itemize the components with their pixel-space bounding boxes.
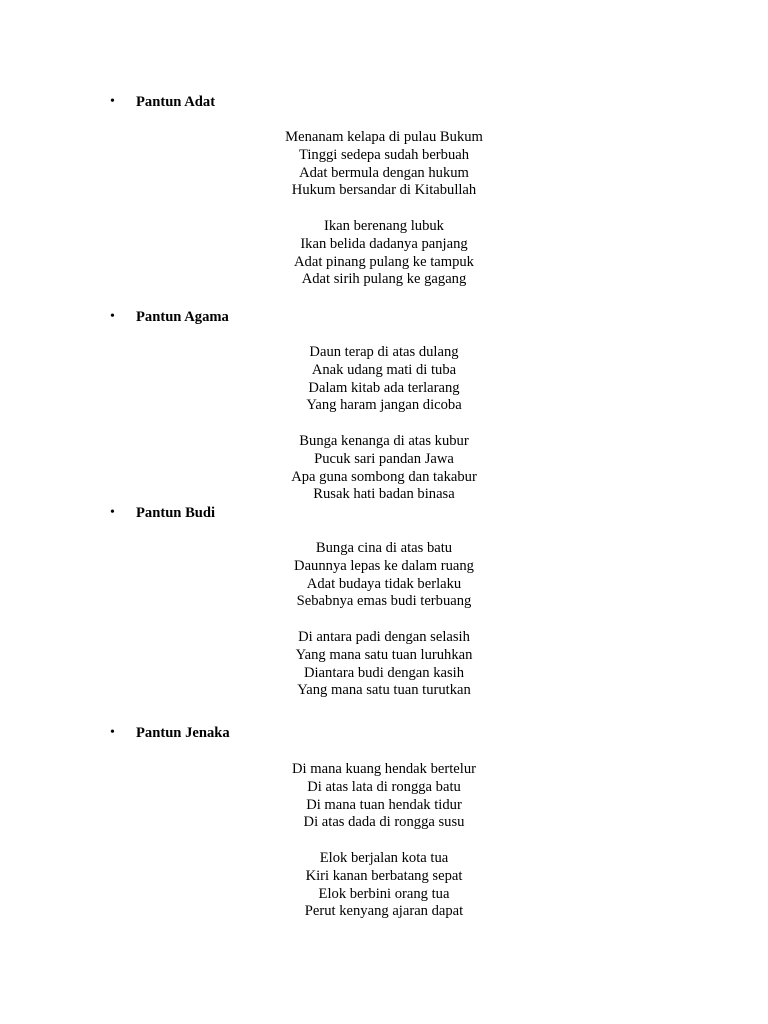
pantun-line: Yang haram jangan dicoba: [306, 397, 462, 414]
pantun-line: Pucuk sari pandan Jawa: [314, 450, 454, 467]
stanza: [184, 629, 584, 700]
section-heading-jenaka: [0, 724, 768, 742]
stanza: [184, 761, 584, 832]
stanza: [184, 540, 584, 611]
section-title: Pantun Budi: [136, 505, 216, 521]
pantun-line: Tinggi sedepa sudah berbuah: [298, 146, 470, 163]
stanza: [184, 218, 584, 289]
pantun-line: Elok berbini orang tua: [318, 885, 450, 902]
pantun-line: Hukum bersandar di Kitabullah: [291, 182, 477, 199]
pantun-line: Menanam kelapa di pulau Bukum: [285, 129, 483, 145]
section-title: Pantun Jenaka: [136, 725, 230, 741]
section-heading-budi: [0, 504, 768, 522]
stanza: [184, 850, 584, 921]
bullet-icon: •: [110, 725, 115, 740]
section-title: Pantun Agama: [136, 309, 229, 325]
pantun-line: Kiri kanan berbatang sepat: [305, 867, 463, 884]
bullet-icon: •: [110, 505, 115, 520]
pantun-line: Adat bermula dengan hukum: [299, 164, 469, 181]
bullet-icon: •: [110, 309, 115, 324]
pantun-line: Daun terap di atas dulang: [309, 344, 459, 360]
stanza: [184, 433, 584, 504]
pantun-line: Diantara budi dengan kasih: [303, 664, 465, 681]
section-title: Pantun Adat: [136, 94, 216, 110]
pantun-line: Rusak hati badan binasa: [313, 486, 455, 503]
bullet-icon: •: [110, 94, 115, 109]
pantun-line: Yang mana satu tuan luruhkan: [295, 646, 473, 663]
pantun-line: Bunga kenanga di atas kubur: [299, 433, 469, 449]
pantun-line: Daunnya lepas ke dalam ruang: [294, 557, 474, 574]
section-heading-adat: [0, 93, 768, 111]
pantun-line: Di mana kuang hendak bertelur: [292, 761, 476, 777]
pantun-line: Ikan berenang lubuk: [324, 218, 444, 234]
pantun-line: Adat budaya tidak berlaku: [306, 575, 462, 592]
stanza: [184, 344, 584, 415]
pantun-line: Elok berjalan kota tua: [319, 850, 449, 866]
pantun-line: Sebabnya emas budi terbuang: [296, 593, 472, 610]
pantun-line: Perut kenyang ajaran dapat: [304, 903, 464, 920]
pantun-line: Dalam kitab ada terlarang: [308, 379, 460, 396]
pantun-line: Di atas dada di rongga susu: [303, 814, 465, 831]
section-heading-agama: [0, 308, 768, 326]
pantun-line: Bunga cina di atas batu: [315, 540, 453, 556]
pantun-line: Adat pinang pulang ke tampuk: [294, 253, 474, 270]
pantun-line: Di atas lata di rongga batu: [307, 778, 461, 795]
pantun-line: Ikan belida dadanya panjang: [300, 235, 468, 252]
stanza: [184, 129, 584, 200]
pantun-line: Apa guna sombong dan takabur: [291, 468, 477, 485]
pantun-line: Di antara padi dengan selasih: [298, 629, 470, 645]
pantun-line: Di mana tuan hendak tidur: [306, 796, 462, 813]
pantun-line: Yang mana satu tuan turutkan: [297, 682, 471, 699]
pantun-line: Anak udang mati di tuba: [311, 361, 457, 378]
pantun-line: Adat sirih pulang ke gagang: [301, 271, 467, 288]
